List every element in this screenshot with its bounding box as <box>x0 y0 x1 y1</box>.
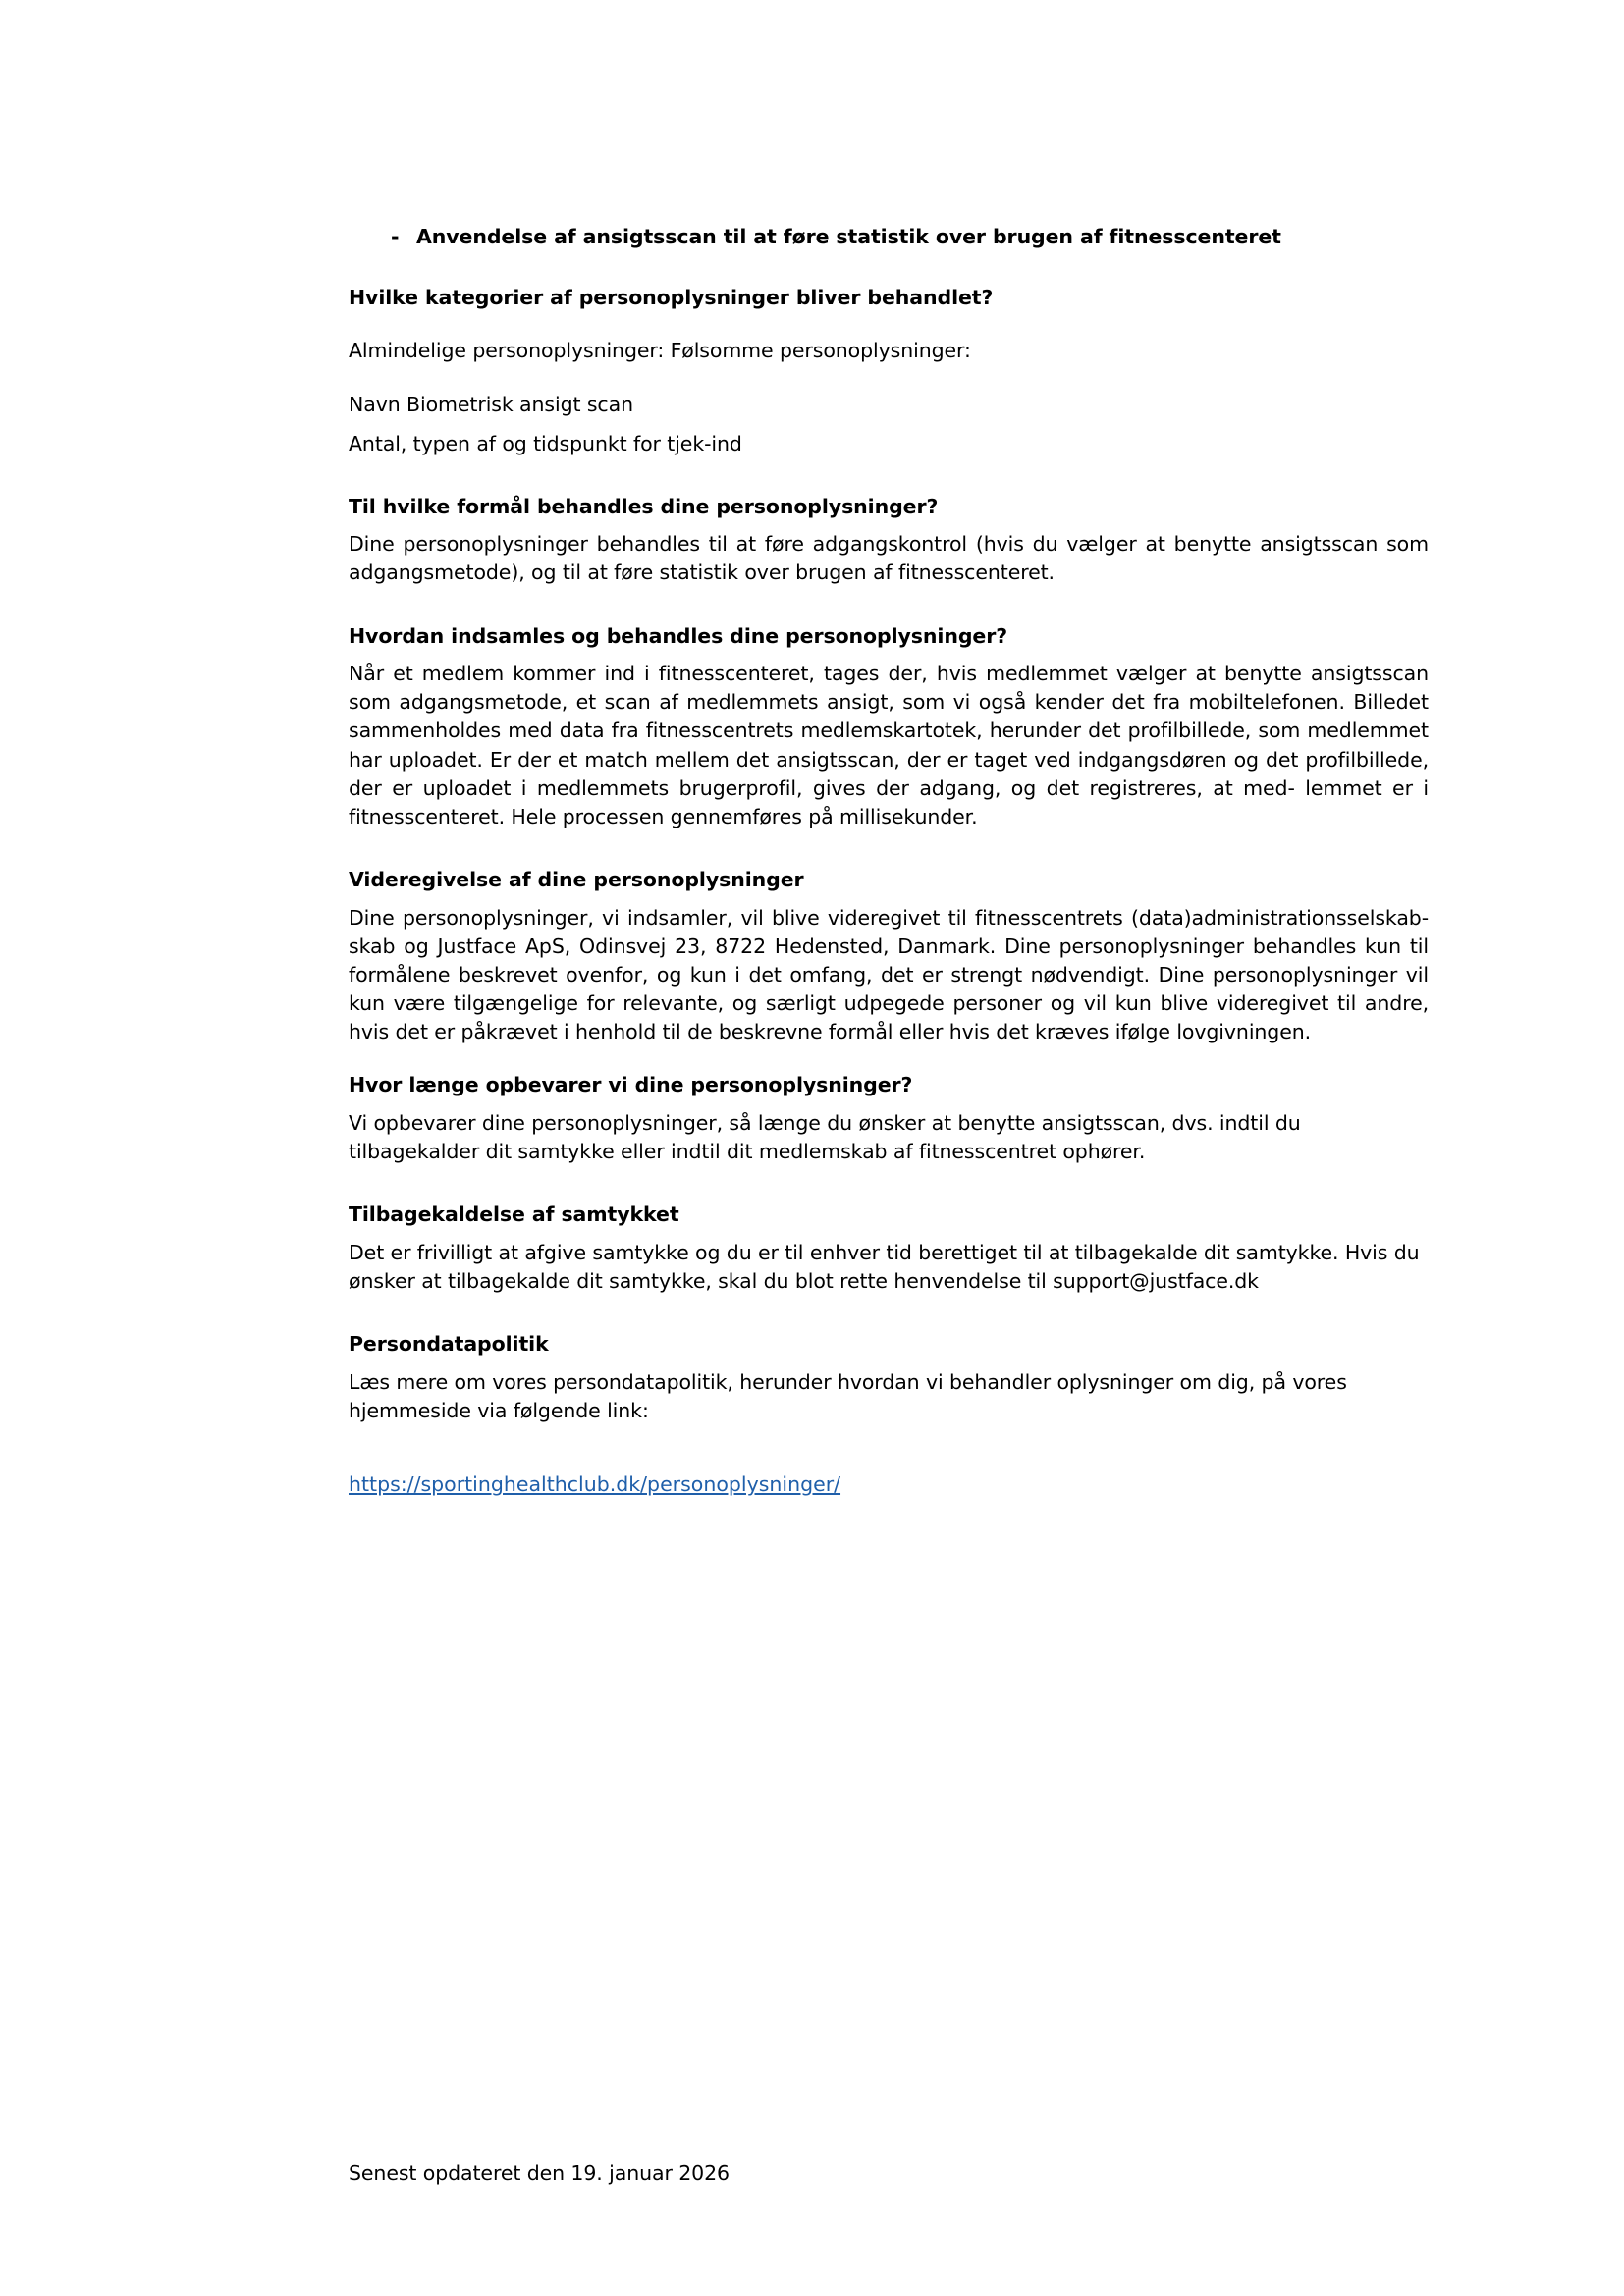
spacer <box>349 1056 1429 1072</box>
spacer <box>349 468 1429 494</box>
disclosure-paragraph: Dine personoplysninger, vi indsamler, vil blive videregivet til fitnesscentrets (data)administrationsselskab- skab og Justface ApS, Odinsvej 23, 8722 Hedensted, Danmark. Dine personoplysninger behandles kun til formålene beskrevet ovenfor, og kun i det omfang, det er strengt nødvendigt. Dine personoplysninger vil kun være tilgængelige for relevante, og særligt udpegede personer og vil kun blive videregivet til andre, hvis det er påkrævet i henhold til de beskrevne formål eller hvis det kræves ifølge lovgivningen. <box>349 905 1429 1043</box>
collection-paragraph: Når et medlem kommer ind i fitnesscenteret, tages der, hvis medlemmet vælger at benytte ansigtsscan som adgangsmetode, et scan af medlemmets ansigt, som vi også kender det fra mobiltelefonen. Billedet sammenholdes med data fra fitnesscentrets medlemskartotek, herunder det profilbillede, som medlemmet har uploadet. Er der et match mellem det ansigtsscan, der er taget ved indgangsdøren og det profilbillede, der er uploadet i medlemmets brugerprofil, gives der adgang, og det registreres, at med- lemmet er i fitnesscenteret. Hele processen gennemføres på millisekunder. <box>349 662 1429 828</box>
document-body <box>349 224 1429 1496</box>
footer-last-updated: Senest opdateret den 19. januar 2026 <box>349 2162 730 2185</box>
spacer <box>349 841 1429 867</box>
section-heading-retention: Hvor længe opbevarer vi dine personoplysninger? <box>349 1073 913 1097</box>
spacer <box>349 1435 1429 1472</box>
section-heading-categories: Hvilke kategorier af personoplysninger bliver behandlet? <box>349 285 994 309</box>
bullet-marker: - <box>391 225 400 248</box>
categories-line-1: Navn Biometrisk ansigt scan <box>349 393 633 417</box>
bullet-item <box>349 224 1429 251</box>
spacer <box>349 321 1429 337</box>
section-heading-purposes: Til hvilke formål behandles dine personoplysninger? <box>349 494 939 518</box>
privacy-policy-paragraph: Læs mere om vores persondatapolitik, herunder hvordan vi behandler oplysninger om dig, på vores hjemmeside via følgende link: <box>349 1369 1347 1422</box>
purposes-paragraph: Dine personoplysninger behandles til at føre adgangskontrol (hvis du vælger at benytte ansigtsscan som adgangsmetode), og til at føre statistik over brugen af fitnesscenteret. <box>349 532 1429 585</box>
spacer <box>349 1176 1429 1201</box>
categories-line-2: Antal, typen af og tidspunkt for tjek-ind <box>349 431 742 455</box>
section-heading-collection: Hvordan indsamles og behandles dine personoplysninger? <box>349 623 1008 648</box>
spacer <box>349 598 1429 623</box>
categories-intro-text: Almindelige personoplysninger: Følsomme personoplysninger: <box>349 339 971 363</box>
spacer <box>349 1306 1429 1331</box>
retention-paragraph: Vi opbevarer dine personoplysninger, så længe du ønsker at benytte ansigtsscan, dvs. indtil du tilbagekalder dit samtykke eller indtil dit medlemskab af fitnesscentret ophører. <box>349 1110 1301 1163</box>
withdrawal-paragraph: Det er frivilligt at afgive samtykke og du er til enhver tid berettiget til at tilbagekalde dit samtykke. Hvis du ønsker at tilbagekalde dit samtykke, skal du blot rette henvendelse til support@justface.dk <box>349 1240 1420 1293</box>
section-heading-disclosure: Videregivelse af dine personoplysninger <box>349 867 804 891</box>
section-heading-withdrawal: Tilbagekaldelse af samtykket <box>349 1202 679 1226</box>
spacer <box>349 375 1429 391</box>
bullet-item-text: Anvendelse af ansigtsscan til at føre statistik over brugen af fitnesscenteret <box>416 225 1281 248</box>
section-heading-privacy-policy: Persondatapolitik <box>349 1331 549 1356</box>
privacy-policy-link[interactable]: https://sportinghealthclub.dk/personoplysninger/ <box>349 1471 841 1496</box>
